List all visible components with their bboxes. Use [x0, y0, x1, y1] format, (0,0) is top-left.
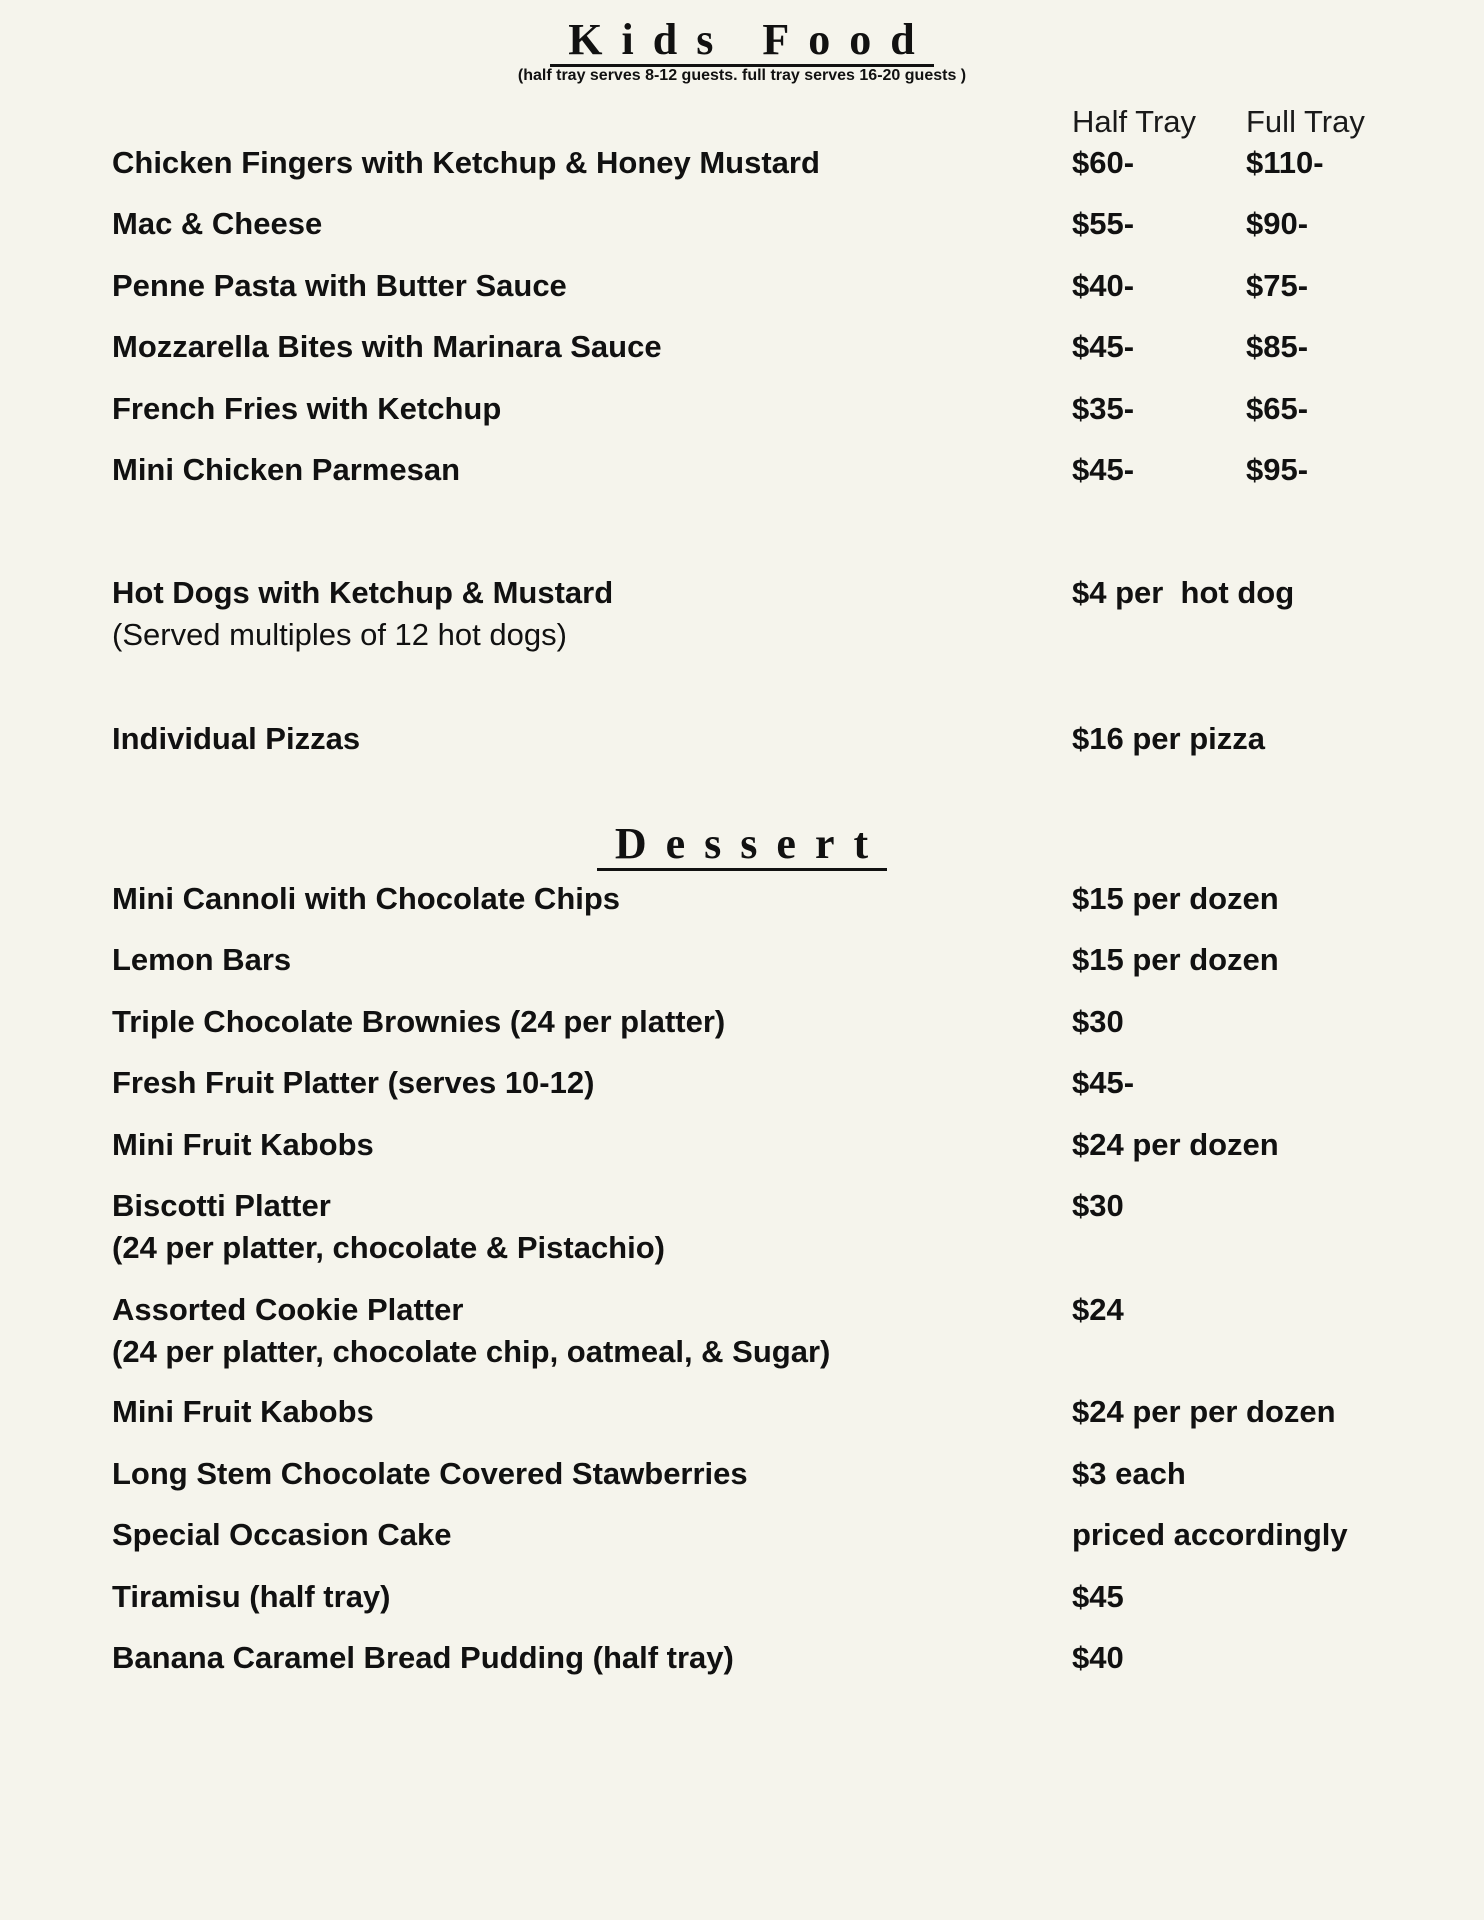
dessert-item-row: [112, 1127, 1372, 1167]
dessert-item-row: [112, 1188, 1372, 1265]
dessert-item-row: [112, 942, 1372, 982]
dessert-item-price: $30: [1072, 1188, 1124, 1223]
kids-item-half-price: $40-: [1072, 268, 1135, 303]
kids-item-row: [112, 452, 1372, 492]
dessert-item-price: $24 per dozen: [1072, 1127, 1279, 1162]
kids-item-name: Penne Pasta with Butter Sauce: [112, 268, 567, 303]
dessert-item-row: [112, 1394, 1372, 1434]
dessert-item-name: Mini Cannoli with Chocolate Chips: [112, 881, 621, 916]
kids-item-row: [112, 268, 1372, 308]
dessert-item-row: [112, 881, 1372, 921]
dessert-item-name: Banana Caramel Bread Pudding (half tray): [112, 1640, 734, 1675]
dessert-title: [0, 819, 1484, 871]
dessert-item-price: $15 per dozen: [1072, 942, 1279, 977]
dessert-item-name: Special Occasion Cake: [112, 1517, 452, 1552]
dessert-item-name: Tiramisu (half tray): [112, 1579, 391, 1614]
kids-item-name: Mac & Cheese: [112, 206, 323, 241]
dessert-title-text: Dessert: [597, 822, 887, 871]
kids-food-title-text: Kids Food: [550, 18, 933, 67]
dessert-item-name: Mini Fruit Kabobs: [112, 1394, 374, 1429]
pizza-price: $16 per pizza: [1072, 721, 1265, 756]
dessert-item-row: [112, 1292, 1372, 1369]
dessert-item-name: Fresh Fruit Platter (serves 10-12): [112, 1065, 595, 1100]
dessert-item-name: Lemon Bars: [112, 942, 292, 977]
kids-item-row: [112, 206, 1372, 246]
kids-item-full-price: $90-: [1246, 206, 1309, 241]
half-tray-header: Half Tray: [1072, 104, 1197, 139]
dessert-item-row: [112, 1517, 1372, 1557]
kids-item-name: Mozzarella Bites with Marinara Sauce: [112, 329, 662, 364]
dessert-item-note: (24 per platter, chocolate & Pistachio): [112, 1230, 665, 1265]
dessert-item-price: $45: [1072, 1579, 1124, 1614]
kids-item-half-price: $55-: [1072, 206, 1135, 241]
hot-dogs-name: Hot Dogs with Ketchup & Mustard: [112, 575, 614, 610]
pizza-name: Individual Pizzas: [112, 721, 361, 756]
kids-item-half-price: $45-: [1072, 452, 1135, 487]
kids-item-half-price: $60-: [1072, 145, 1135, 180]
kids-item-full-price: $110-: [1246, 145, 1324, 180]
dessert-item-name: Mini Fruit Kabobs: [112, 1127, 374, 1162]
dessert-item-name: Assorted Cookie Platter: [112, 1292, 464, 1327]
kids-item-row: [112, 391, 1372, 431]
dessert-item-price: $40: [1072, 1640, 1124, 1675]
dessert-item-name: Long Stem Chocolate Covered Stawberries: [112, 1456, 748, 1491]
dessert-item-price: $24: [1072, 1292, 1124, 1327]
dessert-item-price: priced accordingly: [1072, 1517, 1348, 1552]
dessert-item-price: $30: [1072, 1004, 1124, 1039]
hot-dogs-price: $4 per hot dog: [1072, 575, 1295, 610]
kids-item-name: Chicken Fingers with Ketchup & Honey Mustard: [112, 145, 820, 180]
dessert-item-row: [112, 1640, 1372, 1680]
kids-item-full-price: $95-: [1246, 452, 1309, 487]
kids-item-name: Mini Chicken Parmesan: [112, 452, 461, 487]
kids-item-half-price: $35-: [1072, 391, 1135, 426]
kids-item-full-price: $75-: [1246, 268, 1309, 303]
dessert-item-name: Biscotti Platter: [112, 1188, 331, 1223]
kids-item-full-price: $65-: [1246, 391, 1309, 426]
dessert-item-row: [112, 1579, 1372, 1619]
dessert-item-note: (24 per platter, chocolate chip, oatmeal, & Sugar): [112, 1334, 831, 1369]
kids-food-subtitle: (half tray serves 8-12 guests. full tray serves 16-20 guests ): [517, 67, 967, 84]
kids-food-title: [0, 15, 1484, 67]
dessert-item-price: $45-: [1072, 1065, 1135, 1100]
dessert-item-price: $3 each: [1072, 1456, 1186, 1491]
dessert-item-row: [112, 1065, 1372, 1105]
full-tray-header: Full Tray: [1246, 104, 1365, 139]
kids-item-row: [112, 329, 1372, 369]
hot-dogs-row: [112, 575, 1372, 652]
dessert-item-row: [112, 1456, 1372, 1496]
kids-item-name: French Fries with Ketchup: [112, 391, 502, 426]
dessert-item-price: $24 per per dozen: [1072, 1394, 1336, 1429]
hot-dogs-note: (Served multiples of 12 hot dogs): [112, 617, 567, 652]
kids-item-row: [112, 145, 1372, 185]
dessert-item-name: Triple Chocolate Brownies (24 per platter): [112, 1004, 726, 1039]
kids-item-half-price: $45-: [1072, 329, 1135, 364]
pizza-row: [112, 721, 1372, 761]
kids-item-full-price: $85-: [1246, 329, 1309, 364]
dessert-item-price: $15 per dozen: [1072, 881, 1279, 916]
dessert-item-row: [112, 1004, 1372, 1044]
